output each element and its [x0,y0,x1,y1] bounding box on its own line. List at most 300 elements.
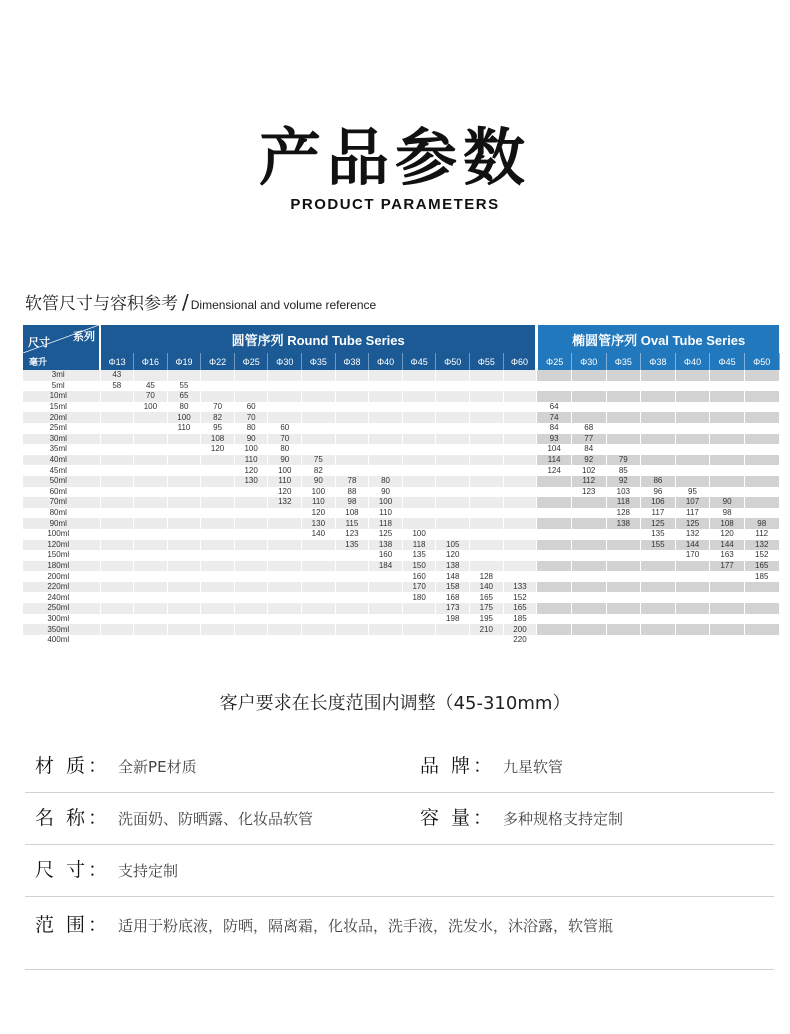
round-length-cell [134,635,168,646]
oval-length-cell [571,391,606,402]
round-length-cell [100,529,134,540]
oval-length-cell [606,571,641,582]
table-row [23,518,779,529]
round-length-cell: 100 [234,444,268,455]
oval-length-cell [641,592,676,603]
round-length-cell [436,402,470,413]
round-length-cell [302,381,336,392]
section-heading [25,289,376,314]
round-length-cell [503,444,537,455]
oval-col-header: Φ40 [675,353,710,370]
round-length-cell [369,423,403,434]
round-length-cell [436,508,470,519]
volume-cell: 60ml [23,487,100,498]
round-length-cell [402,402,436,413]
oval-length-cell: 152 [744,550,779,561]
round-length-cell: 58 [100,381,134,392]
round-length-cell [100,412,134,423]
oval-length-cell: 77 [571,434,606,445]
oval-length-cell [537,529,572,540]
round-col-header: Φ13 [100,353,134,370]
table-row [23,582,779,593]
section-title-cn: 软管尺寸与容积参考 [25,294,178,314]
round-length-cell [503,529,537,540]
round-length-cell [201,391,235,402]
round-length-cell [503,423,537,434]
round-length-cell [167,455,201,466]
round-length-cell: 120 [436,550,470,561]
round-length-cell [134,540,168,551]
round-col-header: Φ25 [234,353,268,370]
oval-length-cell [571,518,606,529]
round-length-cell [470,434,504,445]
round-length-cell [100,455,134,466]
round-length-cell [402,412,436,423]
oval-length-cell [571,550,606,561]
round-length-cell: 210 [470,624,504,635]
round-length-cell [302,624,336,635]
round-length-cell: 90 [302,476,336,487]
round-length-cell [302,444,336,455]
round-length-cell [369,455,403,466]
round-length-cell: 45 [134,381,168,392]
oval-length-cell [537,487,572,498]
round-length-cell [134,561,168,572]
volume-cell: 180ml [23,561,100,572]
round-length-cell [268,614,302,625]
oval-length-cell [675,571,710,582]
round-length-cell [201,603,235,614]
table-row [23,603,779,614]
volume-cell: 15ml [23,402,100,413]
oval-length-cell [606,391,641,402]
round-length-cell [234,529,268,540]
oval-length-cell [675,412,710,423]
round-col-header: Φ45 [402,353,436,370]
oval-length-cell [641,391,676,402]
round-length-cell [201,582,235,593]
oval-length-cell [641,561,676,572]
oval-length-cell [641,550,676,561]
round-length-cell [268,540,302,551]
round-col-header: Φ35 [302,353,336,370]
oval-length-cell [537,381,572,392]
round-length-cell [201,497,235,508]
round-length-cell [503,518,537,529]
oval-length-cell [571,540,606,551]
oval-length-cell [744,592,779,603]
round-length-cell [100,540,134,551]
oval-length-cell [744,487,779,498]
round-length-cell [268,529,302,540]
round-length-cell [302,391,336,402]
oval-length-cell [710,412,745,423]
round-length-cell [134,518,168,529]
round-length-cell [100,614,134,625]
round-length-cell: 60 [234,402,268,413]
round-length-cell: 120 [302,508,336,519]
volume-cell: 45ml [23,465,100,476]
round-length-cell [201,561,235,572]
table-row [23,455,779,466]
round-length-cell: 80 [167,402,201,413]
round-length-cell [369,465,403,476]
round-length-cell: 110 [369,508,403,519]
round-length-cell [167,508,201,519]
round-length-cell [470,487,504,498]
oval-length-cell: 114 [537,455,572,466]
round-length-cell [470,444,504,455]
oval-length-cell [744,370,779,381]
round-length-cell [302,412,336,423]
round-col-header: Φ40 [369,353,403,370]
oval-length-cell: 123 [571,487,606,498]
oval-length-cell [606,381,641,392]
round-col-header: Φ50 [436,353,470,370]
round-length-cell [503,497,537,508]
oval-length-cell [710,423,745,434]
round-length-cell [134,455,168,466]
oval-length-cell [744,402,779,413]
table-row [23,529,779,540]
table-group-header [23,325,779,353]
table-row [23,497,779,508]
round-length-cell [503,487,537,498]
round-length-cell [167,561,201,572]
oval-length-cell [606,614,641,625]
oval-length-cell [710,370,745,381]
oval-length-cell: 112 [571,476,606,487]
oval-length-cell [606,561,641,572]
oval-length-cell [537,476,572,487]
round-length-cell [167,635,201,646]
oval-length-cell [744,412,779,423]
round-length-cell: 65 [167,391,201,402]
oval-length-cell [710,635,745,646]
round-length-cell [470,518,504,529]
volume-cell: 240ml [23,592,100,603]
oval-length-cell [571,582,606,593]
oval-length-cell: 108 [710,518,745,529]
round-length-cell [234,391,268,402]
round-length-cell [436,635,470,646]
oval-length-cell [606,423,641,434]
round-col-header: Φ30 [268,353,302,370]
round-length-cell: 108 [335,508,369,519]
round-length-cell: 165 [503,603,537,614]
round-length-cell [234,487,268,498]
oval-length-cell [710,614,745,625]
oval-length-cell [710,624,745,635]
oval-length-cell [675,381,710,392]
info-item [35,792,313,844]
round-length-cell: 123 [335,529,369,540]
oval-length-cell [571,624,606,635]
table-row [23,370,779,381]
round-length-cell [470,412,504,423]
oval-col-header: Φ50 [744,353,779,370]
round-length-cell [302,614,336,625]
round-length-cell: 110 [167,423,201,434]
round-length-cell [234,381,268,392]
oval-length-cell [710,592,745,603]
info-item [35,844,178,896]
round-length-cell [302,635,336,646]
round-length-cell: 140 [302,529,336,540]
round-length-cell [302,423,336,434]
round-length-cell [335,423,369,434]
volume-cell: 120ml [23,540,100,551]
round-length-cell [268,381,302,392]
oval-length-cell: 117 [675,508,710,519]
oval-length-cell [710,444,745,455]
round-length-cell: 105 [436,540,470,551]
round-length-cell [402,381,436,392]
oval-length-cell [571,603,606,614]
round-length-cell [100,518,134,529]
oval-length-cell [606,592,641,603]
info-item [420,792,623,844]
round-length-cell [335,592,369,603]
round-length-cell: 110 [302,497,336,508]
info-label: 容 量： [420,807,496,829]
oval-length-cell: 177 [710,561,745,572]
round-length-cell [201,540,235,551]
oval-length-cell [675,476,710,487]
round-length-cell [402,444,436,455]
section-title-en: Dimensional and volume reference [190,298,377,312]
oval-length-cell [537,561,572,572]
round-length-cell [201,476,235,487]
oval-length-cell [744,444,779,455]
round-length-cell [402,487,436,498]
round-col-header: Φ16 [134,353,168,370]
oval-length-cell: 98 [710,508,745,519]
round-length-cell [470,561,504,572]
round-length-cell [436,434,470,445]
round-length-cell [436,370,470,381]
oval-length-cell: 95 [675,487,710,498]
round-length-cell: 78 [335,476,369,487]
round-length-cell [436,465,470,476]
round-length-cell [167,571,201,582]
round-length-cell: 100 [369,497,403,508]
round-length-cell: 108 [201,434,235,445]
oval-col-header: Φ38 [641,353,676,370]
volume-cell: 25ml [23,423,100,434]
round-length-cell: 115 [335,518,369,529]
table-row [23,391,779,402]
round-length-cell [302,592,336,603]
section-slash: / [182,290,189,314]
oval-length-cell [606,434,641,445]
round-length-cell: 180 [402,592,436,603]
oval-length-cell [571,412,606,423]
oval-length-cell [744,497,779,508]
info-label: 范 围： [35,914,111,936]
volume-cell: 10ml [23,391,100,402]
info-label: 材 质： [35,755,111,777]
oval-length-cell: 96 [641,487,676,498]
round-length-cell: 184 [369,561,403,572]
oval-length-cell [606,540,641,551]
round-length-cell [100,592,134,603]
oval-length-cell [606,370,641,381]
round-length-cell [470,455,504,466]
round-length-cell: 100 [302,487,336,498]
round-length-cell: 170 [402,582,436,593]
round-length-cell [134,508,168,519]
oval-length-cell [606,412,641,423]
round-length-cell [335,444,369,455]
round-length-cell [470,540,504,551]
round-length-cell [268,561,302,572]
oval-length-cell [606,603,641,614]
table-row [23,476,779,487]
round-length-cell [302,550,336,561]
round-length-cell [201,370,235,381]
oval-length-cell [710,571,745,582]
round-length-cell [402,614,436,625]
oval-length-cell [675,592,710,603]
oval-length-cell [675,614,710,625]
round-length-cell [100,476,134,487]
oval-length-cell: 104 [537,444,572,455]
volume-cell: 250ml [23,603,100,614]
round-length-cell [302,540,336,551]
round-length-cell: 120 [234,465,268,476]
oval-length-cell [641,624,676,635]
round-length-cell [436,412,470,423]
round-length-cell [134,497,168,508]
round-length-cell: 98 [335,497,369,508]
round-col-header: Φ22 [201,353,235,370]
round-length-cell [134,603,168,614]
oval-length-cell [675,423,710,434]
oval-length-cell: 144 [675,540,710,551]
oval-length-cell: 84 [537,423,572,434]
oval-length-cell: 144 [710,540,745,551]
oval-length-cell: 90 [710,497,745,508]
table-row [23,434,779,445]
round-length-cell [402,518,436,529]
oval-length-cell: 155 [641,540,676,551]
round-length-cell [503,465,537,476]
oval-length-cell: 170 [675,550,710,561]
table-row [23,444,779,455]
round-length-cell [268,592,302,603]
oval-length-cell: 92 [606,476,641,487]
round-length-cell [436,455,470,466]
oval-length-cell [606,529,641,540]
oval-length-cell [744,508,779,519]
round-length-cell [302,434,336,445]
oval-series-title: 椭圆管序列 Oval Tube Series [537,325,779,353]
round-length-cell: 82 [302,465,336,476]
round-length-cell: 150 [402,561,436,572]
table-row [23,508,779,519]
round-length-cell: 75 [302,455,336,466]
round-length-cell [369,592,403,603]
round-length-cell: 195 [470,614,504,625]
round-length-cell [503,571,537,582]
oval-length-cell [641,603,676,614]
oval-length-cell [537,624,572,635]
oval-length-cell: 86 [641,476,676,487]
round-length-cell [470,423,504,434]
round-length-cell [167,550,201,561]
oval-length-cell [571,381,606,392]
oval-length-cell [537,582,572,593]
round-length-cell: 135 [335,540,369,551]
round-length-cell [201,508,235,519]
round-length-cell [201,518,235,529]
oval-length-cell [571,497,606,508]
round-length-cell: 90 [234,434,268,445]
round-length-cell [234,497,268,508]
oval-length-cell [571,508,606,519]
oval-length-cell [675,561,710,572]
round-length-cell [369,402,403,413]
oval-length-cell [571,571,606,582]
round-length-cell [201,624,235,635]
round-length-cell [470,402,504,413]
oval-length-cell [675,603,710,614]
round-length-cell [201,571,235,582]
oval-length-cell [744,391,779,402]
oval-length-cell [675,444,710,455]
round-length-cell [100,571,134,582]
info-item [420,740,563,792]
oval-length-cell [744,381,779,392]
round-length-cell: 132 [268,497,302,508]
oval-length-cell [606,402,641,413]
round-length-cell: 60 [268,423,302,434]
oval-length-cell: 84 [571,444,606,455]
oval-length-cell: 185 [744,571,779,582]
round-length-cell: 43 [100,370,134,381]
round-length-cell [234,550,268,561]
round-length-cell [470,391,504,402]
oval-col-header: Φ35 [606,353,641,370]
round-col-header: Φ60 [503,353,537,370]
oval-length-cell [710,603,745,614]
oval-length-cell: 138 [606,518,641,529]
oval-length-cell [537,571,572,582]
round-length-cell [134,487,168,498]
info-value: 洗面奶、防晒露、化妆品软管 [118,810,314,828]
round-length-cell [503,476,537,487]
oval-length-cell: 124 [537,465,572,476]
oval-length-cell: 64 [537,402,572,413]
info-label: 尺 寸： [35,859,111,881]
round-length-cell: 118 [402,540,436,551]
round-length-cell [134,582,168,593]
oval-col-header: Φ30 [571,353,606,370]
round-length-cell [268,391,302,402]
table-row [23,381,779,392]
round-length-cell [503,381,537,392]
round-length-cell: 140 [470,582,504,593]
oval-length-cell: 107 [675,497,710,508]
round-length-cell: 80 [268,444,302,455]
oval-length-cell: 163 [710,550,745,561]
round-length-cell [268,550,302,561]
round-length-cell [335,561,369,572]
oval-length-cell: 79 [606,455,641,466]
table-row [23,402,779,413]
oval-length-cell [710,487,745,498]
